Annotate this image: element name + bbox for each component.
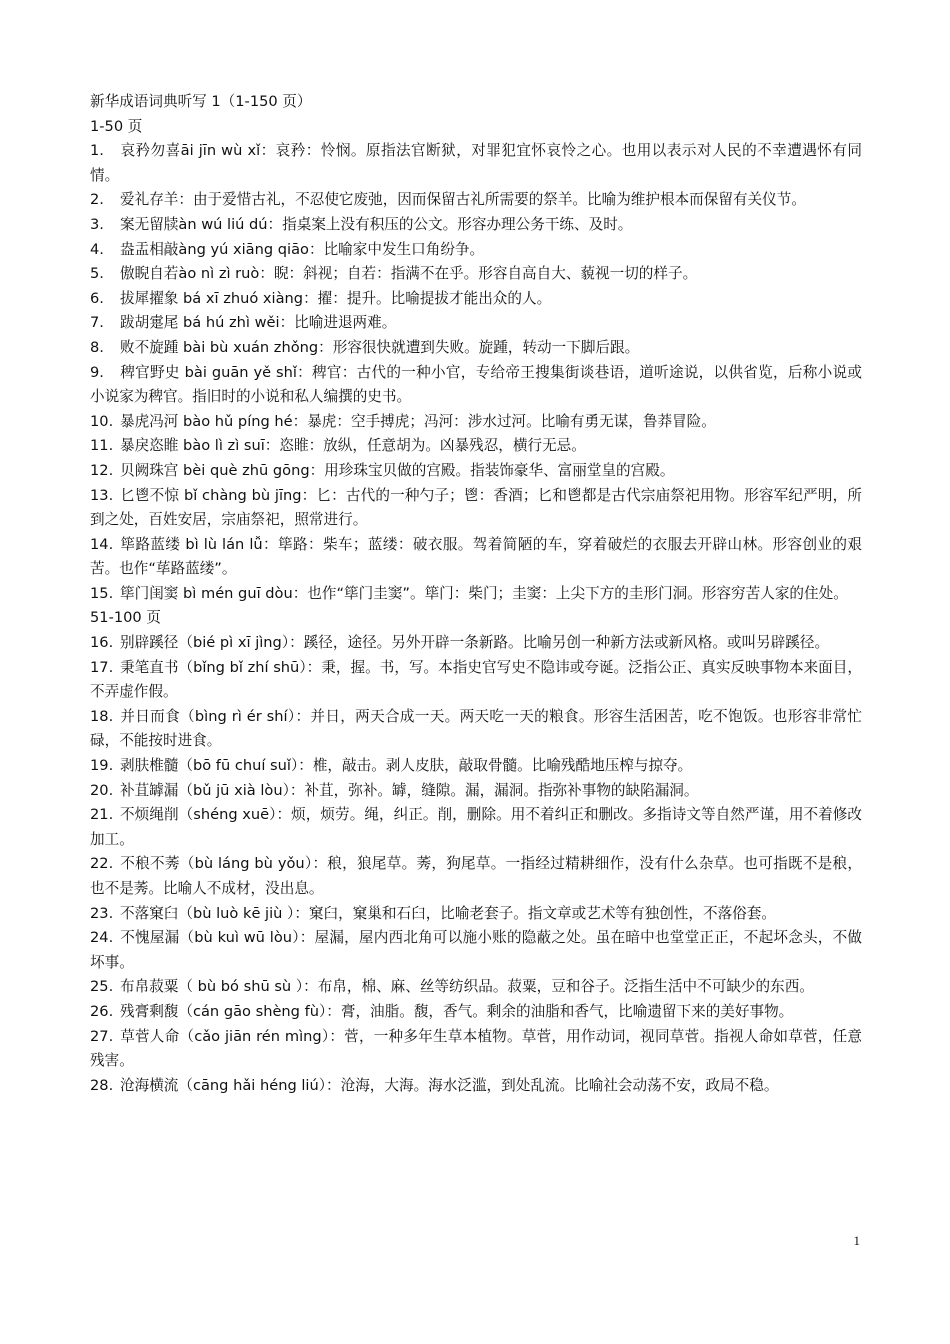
idiom-entry <box>90 631 862 656</box>
entry-text: 拔犀擢象 bá xī zhuó xiàng：擢：提升。比喻提拔才能出众的人。 <box>120 289 552 307</box>
entry-text: 布帛菽粟（ bù bó shū sù ）：布帛，棉、麻、丝等纺织品。菽粟，豆和谷子。泛指生活中不可缺少的东西。 <box>120 978 814 996</box>
entry-number: 5. <box>90 265 104 283</box>
entry-text: 筚路蓝缕 bì lù lán lǚ：筚路：柴车；蓝缕：破衣服。驾着简陋的车，穿着破烂的衣服去开辟山林。形容创业的艰苦。也作“荜路蓝缕”。 <box>90 535 862 578</box>
idiom-entry <box>90 139 862 188</box>
entry-number: 7. <box>90 314 104 332</box>
idiom-entry <box>90 287 862 312</box>
idiom-entry <box>90 582 862 607</box>
entry-number: 6. <box>90 289 104 307</box>
idiom-entry <box>90 213 862 238</box>
idiom-entry <box>90 311 862 336</box>
entry-text: 别辟蹊径（bié pì xī jìng）：蹊径，途径。另外开辟一条新路。比喻另创一种新方法或新风格。或叫另辟蹊径。 <box>120 634 830 652</box>
section-heading: 1-50 页 <box>90 117 143 135</box>
entry-number: 27. <box>90 1027 114 1045</box>
idiom-entry <box>90 656 862 705</box>
entry-text: 傲睨自若ào nì zì ruò：睨：斜视；自若：指满不在乎。形容自高自大、藐视一切的样子。 <box>120 265 698 283</box>
entry-text: 暴戾恣睢 bào lì zì suī：恣睢：放纵，任意胡为。凶暴残忍，横行无忌。 <box>120 437 586 455</box>
entry-number: 22. <box>90 855 114 873</box>
idiom-entry <box>90 779 862 804</box>
entry-text: 败不旋踵 bài bù xuán zhǒng：形容很快就遭到失败。旋踵，转动一下脚后跟。 <box>120 338 640 356</box>
idiom-entry <box>90 1074 862 1099</box>
entry-text: 残膏剩馥（cán gāo shèng fù）：膏，油脂。馥，香气。剩余的油脂和香气，比喻遗留下来的美好事物。 <box>120 1002 794 1020</box>
entry-number: 9. <box>90 363 104 381</box>
idiom-entry <box>90 238 862 263</box>
entry-text: 暴虎冯河 bào hǔ píng hé：暴虎：空手搏虎；冯河：涉水过河。比喻有勇无谋，鲁莽冒险。 <box>120 412 716 430</box>
entry-number: 1. <box>90 142 104 160</box>
idiom-entry <box>90 1000 862 1025</box>
idiom-entry <box>90 361 862 410</box>
entry-text: 案无留牍àn wú liú dú：指桌案上没有积压的公文。形容办理公务干练、及时。 <box>120 215 633 233</box>
entry-number: 23. <box>90 904 114 922</box>
entry-number: 16. <box>90 634 114 652</box>
entry-number: 18. <box>90 707 114 725</box>
entry-number: 4. <box>90 240 104 258</box>
entry-number: 2. <box>90 191 104 209</box>
entry-text: 补苴罅漏（bǔ jū xià lòu）：补苴，弥补。罅，缝隙。漏，漏洞。指弥补事物的缺陷漏洞。 <box>120 781 699 799</box>
idiom-entry <box>90 852 862 901</box>
entry-text: 爱礼存羊：由于爱惜古礼，不忍使它废弛，因而保留古礼所需要的祭羊。比喻为维护根本而保留有关仪节。 <box>120 191 806 209</box>
idiom-entry <box>90 926 862 975</box>
entry-text: 不愧屋漏（bù kuì wū lòu）：屋漏，屋内西北角可以施小账的隐蔽之处。虽在暗中也堂堂正正，不起坏念头，不做坏事。 <box>90 929 862 971</box>
entry-text: 跋胡疐尾 bá hú zhì wěi：比喻进退两难。 <box>120 314 397 332</box>
idiom-entry <box>90 754 862 779</box>
idiom-entry <box>90 803 862 852</box>
idiom-entry <box>90 902 862 927</box>
idiom-entry <box>90 410 862 435</box>
idiom-entry <box>90 705 862 754</box>
page-number: 1 <box>853 1233 860 1248</box>
entry-text: 筚门闺窦 bì mén guī dòu：也作“筚门圭窦”。筚门：柴门；圭窦：上尖下方的圭形门洞。形容穷苦人家的住处。 <box>120 584 848 602</box>
section-heading: 51-100 页 <box>90 609 161 627</box>
entry-number: 19. <box>90 757 114 775</box>
entry-number: 3. <box>90 215 104 233</box>
idiom-entry <box>90 262 862 287</box>
entry-text: 剥肤椎髓（bō fū chuí suǐ）：椎，敲击。剥人皮肤，敲取骨髓。比喻残酷地压榨与掠夺。 <box>120 757 693 775</box>
entry-number: 15. <box>90 584 114 602</box>
idiom-entry <box>90 336 862 361</box>
entry-number: 28. <box>90 1076 114 1094</box>
idiom-entry <box>90 434 862 459</box>
entry-number: 13. <box>90 486 114 504</box>
entry-number: 11. <box>90 437 114 455</box>
entry-number: 8. <box>90 338 104 356</box>
entry-number: 24. <box>90 929 114 947</box>
document-title: 新华成语词典听写 1（1-150 页） <box>90 93 312 110</box>
idiom-entry <box>90 459 862 484</box>
idiom-entry <box>90 188 862 213</box>
entry-text: 不稂不莠（bù láng bù yǒu）：稂，狼尾草。莠，狗尾草。一指经过精耕细作，没有什么杂草。也可指既不是稂，也不是莠。比喻人不成材，没出息。 <box>90 855 862 897</box>
entry-number: 20. <box>90 781 114 799</box>
entry-text: 不落窠臼（bù luò kē jiù ）：窠臼，窠巢和石臼，比喻老套子。指文章或艺术等有独创性，不落俗套。 <box>120 904 776 922</box>
entry-number: 25. <box>90 978 114 996</box>
entry-number: 12. <box>90 461 114 479</box>
idiom-entry <box>90 975 862 1000</box>
entry-text: 匕鬯不惊 bǐ chàng bù jīng：匕：古代的一种勺子；鬯：香酒；匕和鬯都是古代宗庙祭祀用物。形容军纪严明，所到之处，百姓安居，宗庙祭祀，照常进行。 <box>90 486 862 529</box>
entry-text: 并日而食（bìng rì ér shí）：并日，两天合成一天。两天吃一天的粮食。形容生活困苦，吃不饱饭。也形容非常忙碌，不能按时进食。 <box>90 707 862 750</box>
entry-number: 26. <box>90 1002 114 1020</box>
entry-text: 稗官野史 bài guān yě shǐ：稗官：古代的一种小官，专给帝王搜集街谈巷语，道听途说，以供省览，后称小说或小说家为稗官。指旧时的小说和私人编撰的史书。 <box>90 363 862 406</box>
entry-list <box>90 139 862 606</box>
entry-number: 17. <box>90 658 114 676</box>
entry-text: 哀矜勿喜āi jīn wù xǐ：哀矜：怜悯。原指法官断狱，对罪犯宜怀哀怜之心。也用以表示对人民的不幸遭遇怀有同情。 <box>90 142 862 184</box>
entry-list <box>90 631 862 1098</box>
entry-text: 秉笔直书（bǐng bǐ zhí shū）：秉，握。书，写。本指史官写史不隐讳或夸诞。泛指公正、真实反映事物本来面目，不弄虚作假。 <box>90 658 862 701</box>
entry-text: 草菅人命（cǎo jiān rén mìng）：菅，一种多年生草本植物。草菅，用作动词，视同草菅。指视人命如草菅，任意残害。 <box>90 1027 862 1070</box>
entry-text: 沧海横流（cāng hǎi héng liú）：沧海，大海。海水泛滥，到处乱流。比喻社会动荡不安，政局不稳。 <box>120 1076 779 1094</box>
entry-text: 盎盂相敲àng yú xiāng qiāo：比喻家中发生口角纷争。 <box>120 240 485 258</box>
idiom-entry <box>90 1025 862 1074</box>
document-body <box>90 90 862 1098</box>
entry-text: 不烦绳削（shéng xuē）：烦，烦劳。绳，纠正。削，删除。用不着纠正和删改。多指诗文等自然严谨，用不着修改加工。 <box>90 806 862 848</box>
entry-number: 21. <box>90 806 114 824</box>
entry-number: 10. <box>90 412 114 430</box>
idiom-entry <box>90 533 862 582</box>
entry-text: 贝阙珠宫 bèi què zhū gōng：用珍珠宝贝做的宫殿。指装饰豪华、富丽堂皇的宫殿。 <box>120 461 675 479</box>
idiom-entry <box>90 484 862 533</box>
entry-number: 14. <box>90 535 114 553</box>
